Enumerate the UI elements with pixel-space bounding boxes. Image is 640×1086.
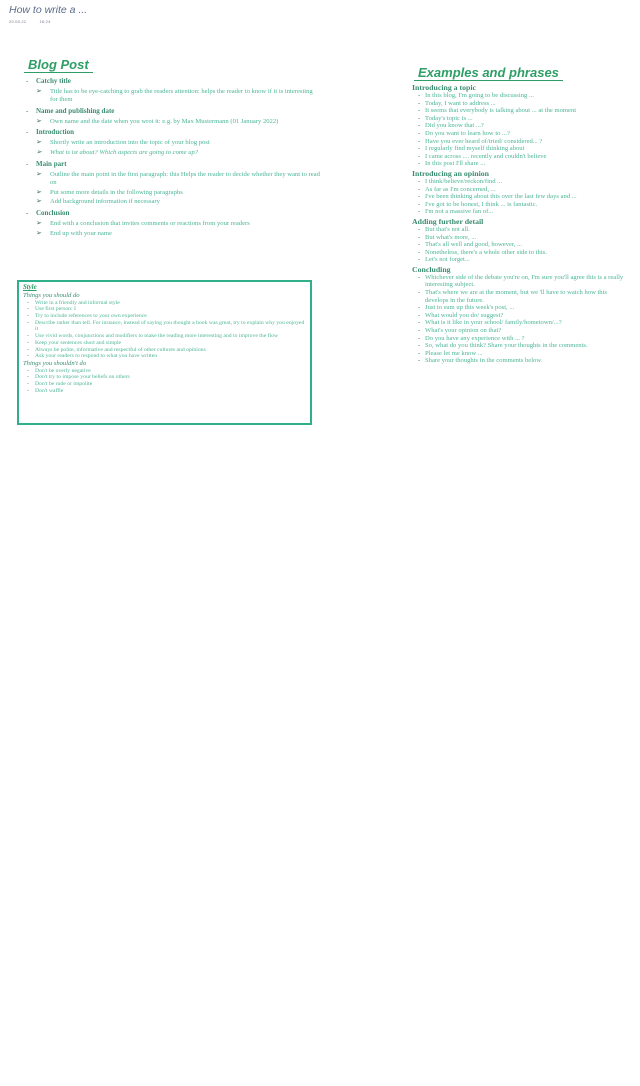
dash-bullet: - — [418, 233, 421, 241]
arrow-bullet-icon: ➢ — [36, 87, 42, 95]
example-phrase — [412, 122, 632, 130]
example-phrase — [412, 178, 632, 186]
example-phrase-text: That's all well and good, however, ... — [425, 241, 523, 249]
dash-bullet: - — [418, 225, 421, 233]
dash-bullet: - — [418, 256, 421, 264]
blog-post-sections — [22, 77, 322, 238]
dash-bullet: - — [418, 304, 421, 312]
dash-bullet: - — [418, 334, 421, 342]
style-list-item-text: Don't be overly negative — [35, 367, 91, 374]
blog-section — [22, 160, 322, 206]
dash-bullet: - — [418, 107, 421, 115]
blog-section — [22, 128, 322, 157]
example-phrase — [412, 256, 632, 264]
example-phrase-text: I've got to be honest, I think ... is fantastic. — [425, 200, 538, 208]
example-phrase — [412, 312, 632, 320]
style-list-item-text: Try to include references to your own experience — [35, 313, 147, 319]
blog-section — [22, 209, 322, 238]
note-time-value: 16:24 — [39, 19, 51, 24]
example-phrase — [412, 115, 632, 123]
example-phrase-text: Whichever side of the debate you're on, I'm sure you'll agree this is a really interesting subject. — [425, 273, 624, 289]
style-list-item — [23, 333, 306, 340]
style-list-item-text: Don't be rude or impolite — [35, 380, 93, 387]
blog-section-title-text: Name and publishing date — [36, 106, 115, 115]
blog-section — [22, 107, 322, 126]
style-list-item — [23, 374, 306, 381]
blog-section-item — [22, 198, 322, 206]
example-phrase — [412, 335, 632, 343]
example-phrase — [412, 327, 632, 335]
example-phrase — [412, 234, 632, 242]
dash-bullet: - — [27, 387, 29, 394]
example-phrase-text: Do you want to learn how to ...? — [425, 129, 510, 137]
examples-section-title: Introducing an opinion — [412, 168, 489, 178]
arrow-bullet-icon: ➢ — [36, 219, 42, 228]
example-phrase-text: Nonetheless, there's a whole other side to this. — [425, 248, 547, 256]
example-phrase — [412, 160, 632, 168]
blog-section-title — [22, 107, 322, 116]
style-list-item-text: Describe rather than tell. For instance, instead of saying you thought a book was great, try to explain why you enjoyed it — [35, 319, 305, 333]
style-list-item — [23, 313, 306, 320]
dash-bullet: - — [418, 114, 421, 122]
blog-section-item-text: What is ist about? Which aspects are going to come up? — [50, 149, 199, 157]
blog-section-item-text: Put some more details in the following paragraphs — [50, 188, 183, 196]
arrow-bullet-icon: ➢ — [36, 187, 42, 196]
blog-section-title-text: Conclusion — [36, 209, 70, 218]
dash-bullet: - — [27, 299, 29, 306]
dash-bullet: - — [418, 248, 421, 256]
examples-column — [412, 64, 632, 365]
example-phrase-text: What is it like in your school/ family/hometown/...? — [425, 319, 562, 327]
example-phrase — [412, 186, 632, 194]
style-list-item — [23, 306, 306, 313]
example-phrase — [412, 289, 632, 304]
shouldnt-do-list — [23, 368, 306, 395]
dash-bullet: - — [418, 200, 421, 208]
dash-bullet: - — [418, 327, 421, 335]
blog-section-item-text: Shortly write an introduction into the topic of your blog post — [50, 139, 210, 147]
example-phrase — [412, 226, 632, 234]
example-phrase — [412, 100, 632, 108]
dash-bullet: - — [27, 346, 29, 353]
dash-bullet: - — [418, 137, 421, 145]
dash-bullet: - — [27, 313, 29, 319]
dash-bullet: - — [418, 122, 421, 130]
example-phrase — [412, 342, 632, 350]
dash-bullet: - — [418, 349, 421, 357]
examples-section-title: Concluding — [412, 264, 451, 274]
blog-section-item-text: End with a conclusion that invites comments or reactions from your readers — [50, 220, 250, 228]
example-phrase — [412, 319, 632, 327]
style-list-item-text: Use vivid words, conjunctions and modifiers to make the reading more interesting and to improve the flow — [35, 333, 279, 340]
shouldnt-do-title: Things you shouldn't do — [23, 359, 87, 367]
dash-bullet: - — [27, 367, 29, 374]
example-phrase — [412, 92, 632, 100]
arrow-bullet-icon: ➢ — [36, 228, 42, 237]
dash-bullet: - — [418, 289, 421, 297]
example-phrase-text: I regularly find myself thinking about — [425, 145, 525, 153]
example-phrase-text: What's your opinion on that? — [425, 327, 502, 335]
examples-section-title: Adding further detail — [412, 216, 484, 226]
dash-bullet: - — [27, 353, 29, 360]
style-list-item-text: Always be polite, informative and respectful of other cultures and opinions — [35, 346, 206, 353]
dash-bullet: - — [418, 208, 421, 216]
example-phrase — [412, 274, 632, 289]
blog-section-item — [22, 139, 322, 147]
examples-sections — [412, 83, 632, 365]
style-list-item — [23, 340, 306, 347]
style-list-item — [23, 320, 306, 333]
dash-bullet: - — [26, 77, 29, 85]
style-box — [17, 280, 312, 425]
blog-section-title-text: Introduction — [36, 128, 74, 137]
example-phrase — [412, 249, 632, 257]
example-phrase — [412, 241, 632, 249]
style-list-item — [23, 388, 306, 395]
example-phrase — [412, 357, 632, 365]
example-phrase-text: I'm not a massive fan of... — [425, 208, 494, 216]
blog-post-column — [22, 56, 322, 238]
blog-section-item-text: Own name and the date when you wrot it: e.g. by Max Mustermann (01 January 2022) — [50, 117, 279, 125]
examples-heading: Examples and phrases — [414, 66, 563, 81]
example-phrase-text: Share your thoughts in the comments below. — [425, 357, 543, 365]
example-phrase-text: Do you have any experience with ... ? — [425, 334, 525, 342]
style-list-item — [23, 347, 306, 354]
example-phrase-text: Let's not forget... — [425, 256, 470, 264]
note-title: How to write a ... — [9, 4, 88, 16]
style-list-item — [23, 381, 306, 388]
blog-section-item — [22, 230, 322, 238]
style-list-item-text: Don't try to impose your beliefs on others — [35, 374, 130, 381]
style-list-item-text: Ask your readers to respond to what you have written — [35, 353, 158, 360]
blog-section-item — [22, 171, 322, 187]
style-list-item-text: Write in a friendly and informal style — [35, 299, 120, 306]
arrow-bullet-icon: ➢ — [36, 138, 42, 147]
dash-bullet: - — [418, 145, 421, 153]
example-phrase-text: So, what do you think? Share your thoughts in the comments. — [425, 342, 588, 350]
dash-bullet: - — [418, 152, 421, 160]
example-phrase-text: As far as I'm concerned, ... — [425, 185, 496, 193]
blog-section — [22, 77, 322, 104]
example-phrase-text: It seems that everybody is talking about ... at the moment — [425, 107, 577, 115]
blog-section-item-text: Title has to be eye-catching to grab the readers attention: helps the reader to know if it is interesting for them — [50, 88, 313, 103]
dash-bullet: - — [27, 306, 29, 313]
dash-bullet: - — [418, 311, 421, 319]
example-phrase — [412, 130, 632, 138]
arrow-bullet-icon: ➢ — [36, 148, 42, 157]
blog-section-title — [22, 128, 322, 137]
dash-bullet: - — [418, 160, 421, 168]
example-phrase-text: I've been thinking about this over the last few days and ... — [425, 193, 577, 201]
blog-section-title — [22, 209, 322, 218]
example-phrase — [412, 145, 632, 153]
example-phrase-text: In this post I'll share ... — [425, 160, 486, 168]
dash-bullet: - — [418, 129, 421, 137]
dash-bullet: - — [418, 99, 421, 107]
dash-bullet: - — [27, 339, 29, 346]
blog-section-item — [22, 118, 322, 126]
example-phrase-text: That's where we are at the moment, but we 'll have to watch how this develops in the future. — [425, 289, 608, 304]
dash-bullet: - — [418, 319, 421, 327]
dash-bullet: - — [26, 209, 29, 218]
blog-section-item-text: Add background information if necessary — [50, 198, 160, 206]
dash-bullet: - — [418, 357, 421, 365]
dash-bullet: - — [418, 273, 421, 281]
blog-section-item — [22, 88, 322, 104]
example-phrase-text: Have you ever heard of/tried/ considered... ? — [425, 137, 543, 145]
style-list-item-text: Don't waffle — [35, 387, 64, 394]
dash-bullet: - — [26, 159, 29, 168]
dash-bullet: - — [418, 342, 421, 350]
blog-post-heading: Blog Post — [24, 58, 93, 73]
blog-section-title — [22, 160, 322, 169]
style-list-item — [23, 353, 306, 360]
example-phrase-text: Today's topic is ... — [425, 114, 473, 122]
style-title: Style — [23, 284, 37, 291]
blog-section-title-text: Main part — [36, 159, 67, 168]
dash-bullet: - — [27, 333, 29, 340]
dash-bullet: - — [26, 106, 29, 115]
dash-bullet: - — [418, 185, 421, 193]
blog-section-item — [22, 149, 322, 157]
example-phrase — [412, 153, 632, 161]
blog-section-item-text: Outline the main point in the first paragraph: this Helps the reader to decide whether they want to read on — [50, 170, 320, 186]
note-date — [9, 19, 63, 24]
arrow-bullet-icon: ➢ — [36, 197, 42, 206]
example-phrase-text: But what's more, ... — [425, 233, 477, 241]
dash-bullet: - — [27, 374, 29, 381]
dash-bullet: - — [418, 177, 421, 185]
example-phrase-text: Just to sum up this week's post, ... — [425, 304, 515, 312]
dash-bullet: - — [418, 241, 421, 249]
blog-section-item-text: End up with your name — [50, 229, 112, 237]
blog-section-title — [22, 77, 322, 86]
example-phrase — [412, 304, 632, 312]
example-phrase-text: But that's not all. — [425, 225, 470, 233]
example-phrase — [412, 193, 632, 201]
example-phrase — [412, 350, 632, 358]
style-list-item-text: Use first person: I — [35, 306, 76, 313]
example-phrase — [412, 201, 632, 209]
example-phrase-text: I think/believe/reckon/find ... — [425, 177, 503, 185]
example-phrase-text: In this blog, I'm going to be discussing ... — [425, 92, 534, 99]
blog-section-item — [22, 189, 322, 197]
should-do-title: Things you should do — [23, 292, 80, 299]
dash-bullet: - — [26, 128, 29, 137]
blog-section-item — [22, 220, 322, 228]
example-phrase-text: What would you do/ suggest? — [425, 311, 504, 319]
example-phrase — [412, 208, 632, 216]
example-phrase-text: I came across .... recently and couldn't believe — [425, 152, 547, 160]
example-phrase — [412, 107, 632, 115]
example-phrase-text: Please let me know ... — [425, 349, 483, 357]
should-do-list — [23, 300, 306, 360]
dash-bullet: - — [418, 193, 421, 201]
arrow-bullet-icon: ➢ — [36, 116, 42, 125]
arrow-bullet-icon: ➢ — [36, 169, 42, 178]
dash-bullet: - — [418, 92, 421, 99]
dash-bullet: - — [27, 380, 29, 387]
example-phrase-text: Did you know that ...? — [425, 122, 484, 130]
example-phrase — [412, 138, 632, 146]
dash-bullet: - — [27, 319, 29, 326]
blog-section-title-text: Catchy title — [36, 77, 71, 85]
style-list-item-text: Keep your sentences short and simple — [35, 339, 122, 346]
examples-section-title: Introducing a topic — [412, 83, 476, 92]
note-date-value: 29.05.22 — [9, 19, 27, 24]
example-phrase-text: Today, I want to address ... — [425, 99, 496, 107]
